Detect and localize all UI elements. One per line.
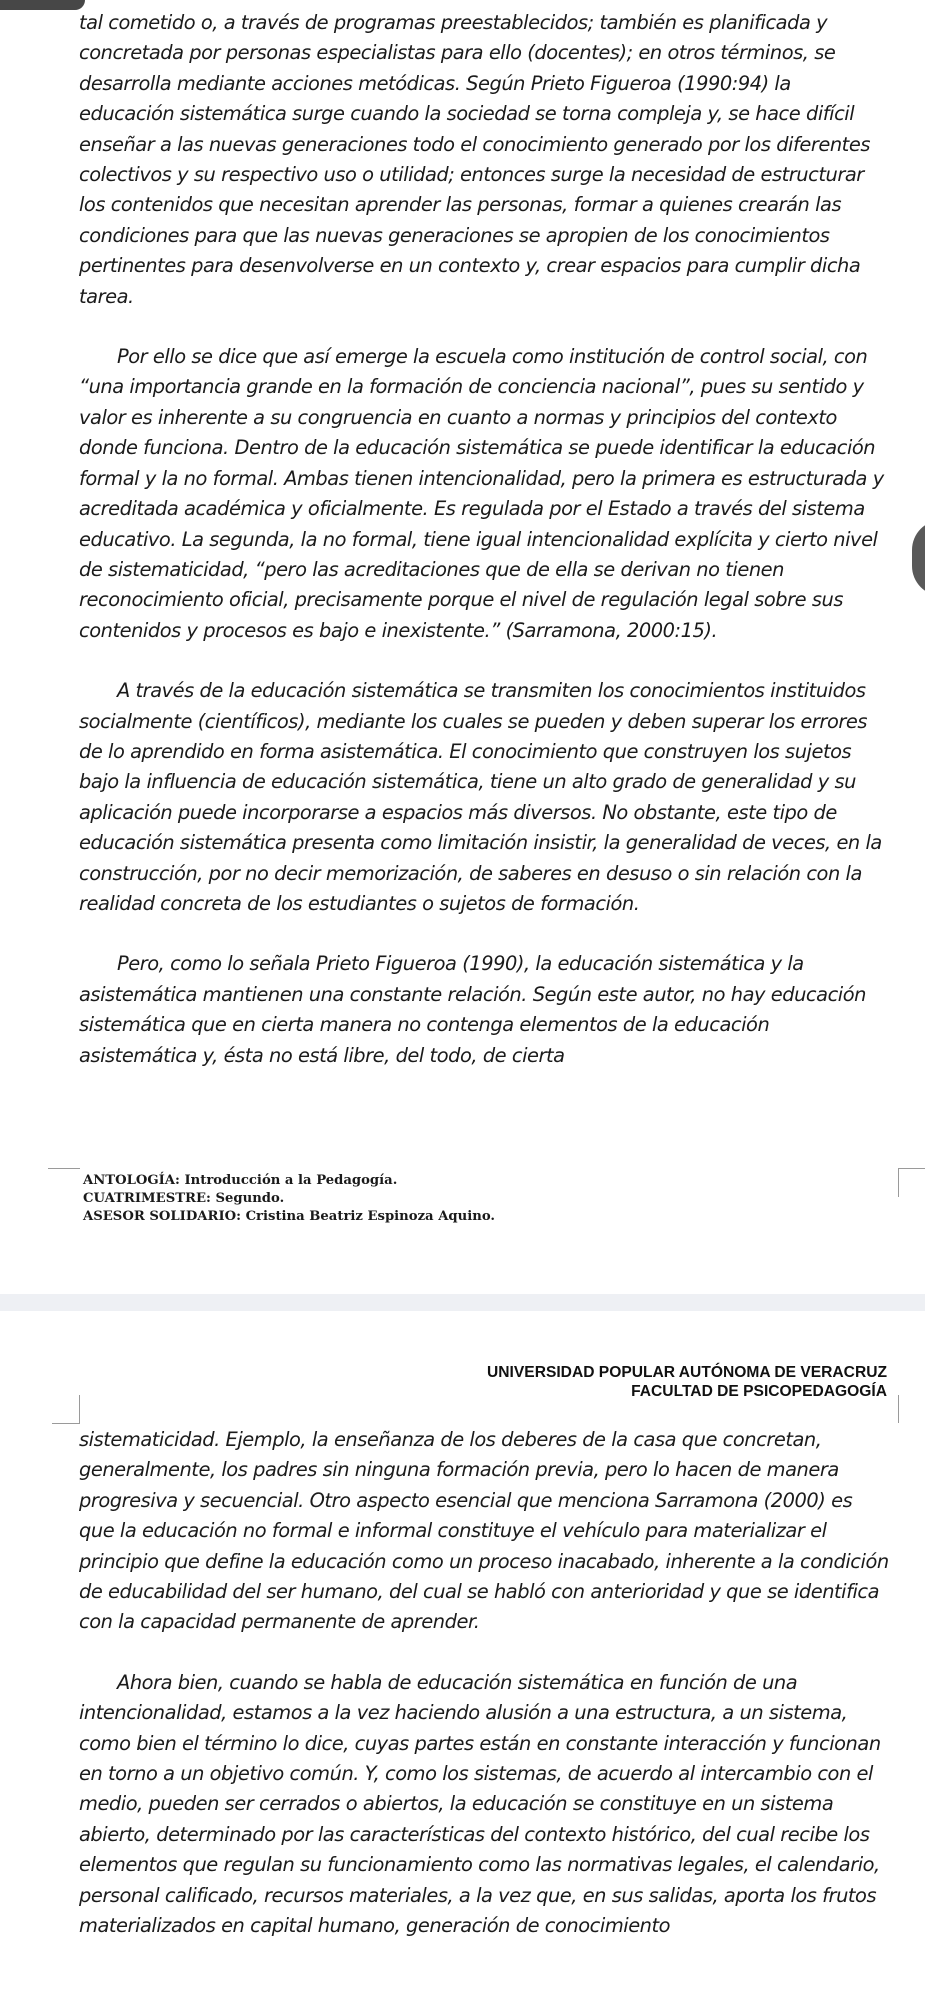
page-header — [487, 1363, 887, 1401]
paragraph-4: Pero, como lo señala Prieto Figueroa (1990), la educación sistemática y la asistemática mantienen una constante relación. Según este autor, no hay educación sistemática que en cierta manera no contenga elementos de la educación asistemática y, ésta no está libre, del todo, de cierta — [79, 952, 866, 1067]
paragraph-2: Por ello se dice que así emerge la escuela como institución de control social, con “una importancia grande en la formación de conciencia nacional”, pues su sentido y valor es inherente a su congruencia en cuanto a normas y principios del contexto donde funciona. Dentro de la educación sistemática se puede identificar la educación formal y la no formal. Ambas tienen intencionalidad, pero la primera es estructurada y acreditada académica y oficialmente. Es regulada por el Estado a través del sistema educativo. La segunda, la no formal, tiene igual intencionalidad explícita y cierto nivel de sistematicidad, “pero las acreditaciones que de ella se derivan no tienen reconocimiento oficial, precisamente porque el nivel de regulación legal sobre sus contenidos y procesos es bajo e inexistente.” (Sarramona, 2000:15). — [79, 345, 884, 642]
paragraph-3: A través de la educación sistemática se transmiten los conocimientos instituidos socialmente (científicos), mediante los cuales se pueden y deben superar los errores de lo aprendido en forma asistemática. El conocimiento que construyen los sujetos bajo la influencia de educación sistemática, tiene un alto grado de generalidad y su aplicación puede incorporarse a espacios más diversos. No obstante, este tipo de educación sistemática presenta como limitación insistir, la generalidad de veces, en la construcción, por no decir memorización, de saberes en desuso o sin relación con la realidad concreta de los estudiantes o sujetos de formación. — [79, 679, 882, 915]
paragraph-6: Ahora bien, cuando se habla de educación sistemática en función de una intencionalidad, estamos a la vez haciendo alusión a una estructura, a un sistema, como bien el término lo dice, cuyas partes están en constante interacción y funcionan en torno a un objetivo común. Y, como los sistemas, de acuerdo al intercambio con el medio, pueden ser cerrados o abiertos, la educación se constituye en un sistema abierto, determinado por las características del contexto histórico, del cual recibe los elementos que regulan su funcionamiento como las normativas legales, el calendario, personal calificado, recursos materiales, a la vez que, en sus salidas, aporta los frutos materializados en capital humano, generación de conocimiento — [79, 1670, 881, 1938]
footer-asesor: ASESOR SOLIDARIO: Cristina Beatriz Espinoza Aquino. — [83, 1209, 495, 1224]
footer-cuatrimestre: CUATRIMESTRE: Segundo. — [83, 1191, 285, 1206]
crop-mark-top-left — [48, 1168, 80, 1169]
page2-body — [79, 1425, 891, 1972]
crop-mark-top-right — [898, 1168, 925, 1197]
page-separator — [0, 1294, 925, 1311]
paragraph-5: sistematicidad. Ejemplo, la enseñanza de los deberes de la casa que concretan, generalmente, los padres sin ninguna formación previa, pero lo hacen de manera progresiva y secuencial. Otro aspecto esencial que menciona Sarramona (2000) es que la educación no formal e informal constituye el vehículo para materializar el principio que define la educación como un proceso inacabado, inherente a la condición de educabilidad del ser humano, del cual se habló con anterioridad y que se identifica con la capacidad permanente de aprender. — [79, 1428, 889, 1634]
header-university: UNIVERSIDAD POPULAR AUTÓNOMA DE VERACRUZ — [487, 1364, 887, 1381]
crop-mark-bottom-right — [898, 1395, 925, 1423]
page1-body — [79, 8, 889, 1101]
header-faculty: FACULTAD DE PSICOPEDAGOGÍA — [631, 1383, 887, 1400]
crop-mark-bottom-left — [52, 1395, 80, 1424]
page-footer — [83, 1172, 495, 1226]
paragraph-1: tal cometido o, a través de programas preestablecidos; también es planificada y concretada por personas especialistas para ello (docentes); en otros términos, se desarrolla mediante acciones metódicas. Según Prieto Figueroa (1990:94) la educación sistemática surge cuando la sociedad se torna compleja y, se hace difícil enseñar a las nuevas generaciones todo el conocimiento generado por los diferentes colectivos y su respectivo uso o utilidad; entonces surge la necesidad de estructurar los contenidos que necesitan aprender las personas, formar a quienes crearán las condiciones para que las nuevas generaciones se apropien de los conocimientos pertinentes para desenvolverse en un contexto y, crear espacios para cumplir dicha tarea. — [79, 11, 870, 308]
window-corner-tab — [0, 0, 85, 10]
footer-antologia: ANTOLOGÍA: Introducción a la Pedagogía. — [83, 1173, 398, 1188]
